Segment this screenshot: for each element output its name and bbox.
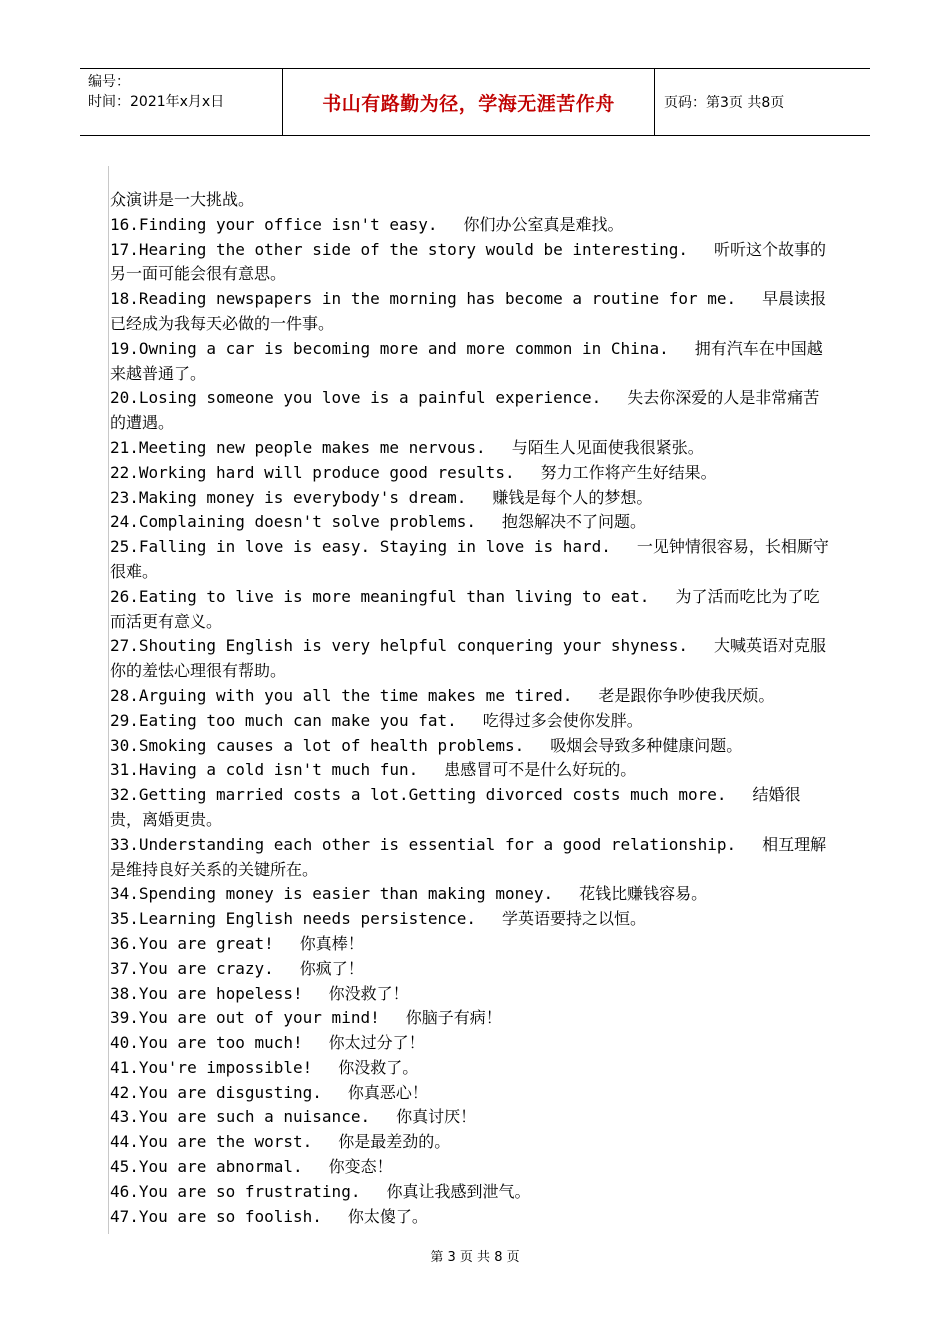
english-sentence: 23.Making money is everybody's dream.	[110, 487, 467, 507]
chinese-translation: 你太过分了！	[328, 1033, 425, 1053]
sentence-line	[110, 882, 832, 907]
chinese-translation: 抱怨解决不了问题。	[502, 512, 647, 532]
english-sentence: 16.Finding your office isn't easy.	[110, 214, 438, 234]
english-sentence: 21.Meeting new people makes me nervous.	[110, 437, 486, 457]
sentence-line	[110, 1081, 832, 1106]
english-sentence: 20.Losing someone you love is a painful experience.	[110, 388, 602, 408]
sentence-line	[110, 982, 832, 1007]
sentence-line	[110, 1155, 832, 1180]
page-footer: 第 3 页 共 8 页	[430, 1250, 520, 1265]
left-margin-line	[108, 166, 109, 1234]
english-sentence: 35.Learning English needs persistence.	[110, 909, 477, 929]
english-sentence: 18.Reading newspapers in the morning has become a routine for me.	[110, 289, 737, 309]
english-sentence: 42.You are disgusting.	[110, 1082, 322, 1102]
english-sentence: 26.Eating to live is more meaningful than living to eat.	[110, 586, 650, 606]
sentence-line	[110, 734, 832, 759]
date-label: 时间：2021年x月x日	[88, 94, 225, 110]
english-sentence: 25.Falling in love is easy. Staying in love is hard.	[110, 537, 611, 557]
sentence-line	[110, 957, 832, 982]
chinese-translation: 吃得过多会使你发胖。	[482, 710, 643, 730]
sentence-line	[110, 1031, 832, 1056]
english-sentence: 47.You are so foolish.	[110, 1206, 322, 1226]
chinese-translation: 学英语要持之以恒。	[502, 909, 647, 929]
english-sentence: 众演讲是一大挑战。	[110, 190, 255, 209]
sentence-line	[110, 1056, 832, 1081]
english-sentence: 17.Hearing the other side of the story would be interesting.	[110, 239, 688, 259]
chinese-translation: 你真恶心！	[347, 1082, 428, 1102]
sentence-line	[110, 783, 832, 833]
chinese-translation: 老是跟你争吵使我厌烦。	[598, 685, 775, 705]
header-page-info: 页码：第3页 共8页	[664, 95, 785, 111]
chinese-translation: 你们办公室真是难找。	[463, 214, 624, 234]
chinese-translation: 花钱比赚钱容易。	[579, 884, 708, 904]
sentence-line	[110, 510, 832, 535]
chinese-translation: 你是最差劲的。	[338, 1132, 451, 1152]
chinese-translation: 结婚很贵，离婚更贵。	[110, 785, 801, 829]
number-label: 编号：	[88, 74, 130, 90]
chinese-translation: 患感冒可不是什么好玩的。	[444, 760, 637, 780]
chinese-translation: 大喊英语对克服你的羞怯心理很有帮助。	[110, 636, 826, 681]
chinese-translation: 一见钟情很容易，长相厮守很难。	[110, 537, 829, 581]
english-sentence: 33.Understanding each other is essential for a good relationship.	[110, 834, 737, 854]
sentence-line	[110, 461, 832, 486]
english-sentence: 22.Working hard will produce good results.	[110, 462, 515, 482]
sentence-line	[110, 709, 832, 734]
sentence-line	[110, 1130, 832, 1155]
header-motto: 书山有路勤为径，学海无涯苦作舟	[322, 92, 615, 115]
document-header	[80, 68, 870, 136]
english-sentence: 28.Arguing with you all the time makes me tired.	[110, 685, 573, 705]
chinese-translation: 与陌生人见面使我很紧张。	[511, 437, 704, 457]
english-sentence: 31.Having a cold isn't much fun.	[110, 760, 419, 780]
english-sentence: 43.You are such a nuisance.	[110, 1107, 371, 1127]
sentence-line	[110, 1180, 832, 1205]
sentence-line	[110, 287, 832, 337]
chinese-translation: 你真讨厌！	[396, 1107, 477, 1127]
sentence-line	[110, 1006, 832, 1031]
sentence-line	[110, 585, 832, 635]
english-sentence: 34.Spending money is easier than making money.	[110, 884, 554, 904]
sentence-line	[110, 386, 832, 436]
chinese-translation: 吸烟会导致多种健康问题。	[550, 735, 743, 755]
chinese-translation: 为了活而吃比为了吃而活更有意义。	[110, 586, 820, 631]
english-sentence: 39.You are out of your mind!	[110, 1008, 380, 1028]
header-meta	[80, 69, 283, 135]
sentence-line	[110, 634, 832, 684]
chinese-translation: 你没救了！	[328, 983, 409, 1003]
chinese-translation: 早晨读报已经成为我每天必做的一件事。	[110, 289, 827, 333]
english-sentence: 44.You are the worst.	[110, 1132, 313, 1152]
english-sentence: 45.You are abnormal.	[110, 1157, 303, 1177]
chinese-translation: 相互理解是维持良好关系的关键所在。	[110, 834, 827, 879]
english-sentence: 46.You are so frustrating.	[110, 1181, 361, 1201]
chinese-translation: 你真棒！	[299, 933, 364, 953]
sentence-line	[110, 188, 832, 213]
header-motto-cell	[283, 69, 655, 135]
english-sentence: 24.Complaining doesn't solve problems.	[110, 512, 477, 532]
sentence-line	[110, 907, 832, 932]
chinese-translation: 你疯了！	[299, 958, 364, 978]
sentence-line	[110, 213, 832, 238]
english-sentence: 40.You are too much!	[110, 1033, 303, 1053]
chinese-translation: 你真让我感到泄气。	[386, 1181, 531, 1201]
sentence-line	[110, 684, 832, 709]
english-sentence: 30.Smoking causes a lot of health problems.	[110, 735, 525, 755]
sentence-line	[110, 1105, 832, 1130]
english-sentence: 29.Eating too much can make you fat.	[110, 710, 457, 730]
sentence-line	[110, 337, 832, 387]
sentence-line	[110, 238, 832, 288]
chinese-translation: 赚钱是每个人的梦想。	[492, 487, 653, 507]
chinese-translation: 努力工作将产生好结果。	[540, 462, 717, 482]
chinese-translation: 你没救了。	[338, 1057, 419, 1077]
chinese-translation: 失去你深爱的人是非常痛苦的遭遇。	[110, 388, 820, 433]
english-sentence: 41.You're impossible!	[110, 1057, 313, 1077]
header-page-info-cell	[655, 69, 870, 135]
chinese-translation: 拥有汽车在中国越来越普通了。	[110, 338, 823, 383]
sentence-line	[110, 833, 832, 883]
sentence-line	[110, 436, 832, 461]
english-sentence: 32.Getting married costs a lot.Getting divorced costs much more.	[110, 785, 727, 805]
sentence-line	[110, 486, 832, 511]
english-sentence: 36.You are great!	[110, 933, 274, 953]
chinese-translation: 你变态！	[328, 1157, 393, 1177]
chinese-translation: 你太傻了。	[347, 1206, 428, 1226]
sentence-line	[110, 932, 832, 957]
chinese-translation: 听听这个故事的另一面可能会很有意思。	[110, 239, 826, 284]
sentence-line	[110, 1205, 832, 1230]
sentence-line	[110, 535, 832, 585]
english-sentence: 27.Shouting English is very helpful conquering your shyness.	[110, 636, 688, 656]
english-sentence: 38.You are hopeless!	[110, 983, 303, 1003]
english-sentence: 19.Owning a car is becoming more and more common in China.	[110, 338, 669, 358]
english-sentence: 37.You are crazy.	[110, 958, 274, 978]
sentence-line	[110, 758, 832, 783]
chinese-translation: 你脑子有病！	[405, 1008, 502, 1028]
document-body	[110, 188, 832, 1229]
